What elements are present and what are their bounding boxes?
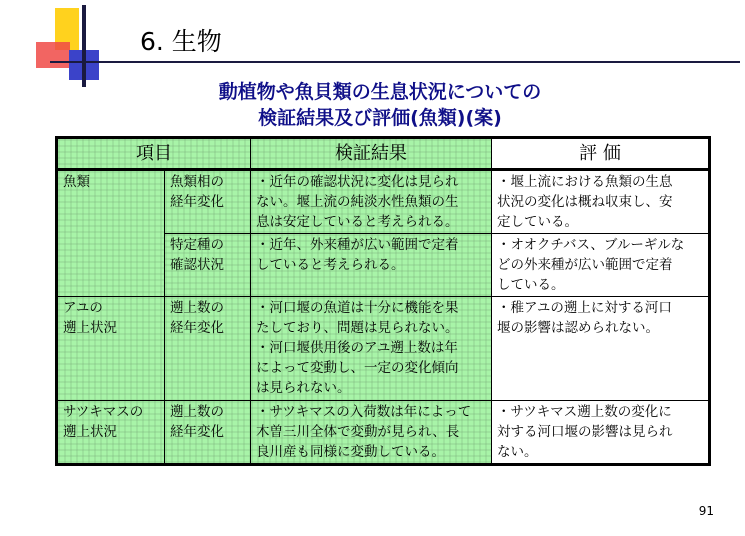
decor-red-square <box>36 42 70 68</box>
main-title-line-1: 動植物や魚貝類の生息状況についての <box>218 81 542 103</box>
header-item: 項目 <box>57 138 251 170</box>
evaluation-cell: ・サツキマス遡上数の変化に 対する河口堰の影響は見られ ない。 <box>492 401 710 465</box>
result-cell: ・近年、外来種が広い範囲で定着 していると考えられる。 <box>251 234 492 297</box>
subcategory-cell: 特定種の 確認状況 <box>165 234 251 297</box>
decor-vertical-line <box>82 5 86 87</box>
category-cell: アユの 遡上状況 <box>57 297 165 401</box>
evaluation-table <box>55 136 711 466</box>
subcategory-cell: 遡上数の 経年変化 <box>165 401 251 465</box>
category-cell: サツキマスの 遡上状況 <box>57 401 165 465</box>
evaluation-cell: ・オオクチバス、ブルーギルな どの外来種が広い範囲で定着 している。 <box>492 234 710 297</box>
section-title: 6. 生物 <box>140 27 222 56</box>
main-title <box>160 79 600 131</box>
header-result: 検証結果 <box>251 138 492 170</box>
table-row <box>57 401 710 465</box>
header-evaluation: 評 価 <box>492 138 710 170</box>
result-cell: ・近年の確認状況に変化は見られ ない。堰上流の純淡水性魚類の生 息は安定していると考えられる。 <box>251 170 492 234</box>
table-row <box>57 297 710 401</box>
table-header-row <box>57 138 710 170</box>
evaluation-cell: ・稚アユの遡上に対する河口 堰の影響は認められない。 <box>492 297 710 401</box>
title-underline <box>50 61 740 63</box>
subcategory-cell: 遡上数の 経年変化 <box>165 297 251 401</box>
evaluation-cell: ・堰上流における魚類の生息 状況の変化は概ね収束し、安 定している。 <box>492 170 710 234</box>
page-number: 91 <box>698 504 714 518</box>
table-row <box>57 170 710 234</box>
subcategory-cell: 魚類相の 経年変化 <box>165 170 251 234</box>
main-title-line-2: 検証結果及び評価(魚類)(案) <box>258 107 502 129</box>
result-cell: ・サツキマスの入荷数は年によって 木曽三川全体で変動が見られ、長 良川産も同様に変動している。 <box>251 401 492 465</box>
category-cell: 魚類 <box>57 170 165 297</box>
result-cell: ・河口堰の魚道は十分に機能を果 たしており、問題は見られない。 ・河口堰供用後のアユ遡上数は年 によって変動し、一定の変化傾向 は見られない。 <box>251 297 492 401</box>
